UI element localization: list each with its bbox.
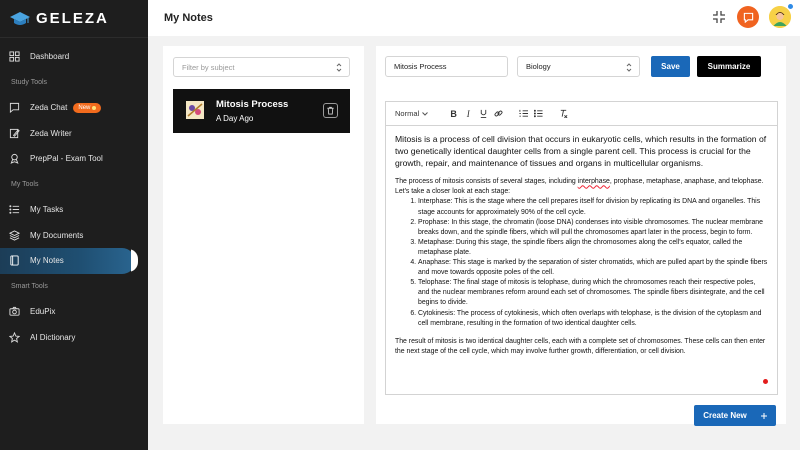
brand[interactable]: [0, 0, 148, 38]
subject-filter-select[interactable]: [173, 57, 350, 77]
list-item: 6. Cytokinesis: The process of cytokinesis, which often overlaps with telophase, is the division of the cytoplasm and cell membrane, resulting in the formation of two identical daughter cells.: [418, 309, 768, 329]
note-card[interactable]: [173, 89, 350, 133]
message-icon: [743, 12, 754, 23]
stages-text: , prophase, metaphase, anaphase, and telophase. Let's take a closer look at each stage:: [395, 178, 764, 196]
underline-icon: [479, 109, 488, 118]
create-new-label: Create New: [703, 411, 747, 420]
star-icon: [9, 332, 20, 343]
section-study-tools: Study Tools: [11, 78, 48, 86]
link-button[interactable]: [492, 107, 505, 121]
note-editor-panel: [376, 46, 786, 424]
result-paragraph: The result of mitosis is two identical daughter cells, each with a complete set of chromosomes. These cells can then enter the next stage of the cell cycle, which may involve further growth, differentiation, or cell division.: [395, 337, 766, 355]
editor-content[interactable]: [386, 126, 777, 357]
filter-placeholder: Filter by subject: [182, 62, 235, 72]
subject-value: Biology: [526, 62, 551, 71]
sidebar-item-label: My Notes: [30, 256, 64, 266]
list-item: 3. Metaphase: During this stage, the spindle fibers align the chromosomes along the cell's equator, called the metaphase plate.: [418, 238, 768, 258]
notebook-icon: [9, 255, 20, 266]
sidebar-item-zeda-chat[interactable]: [0, 95, 148, 121]
create-new-button[interactable]: [694, 405, 776, 426]
chevron-down-icon: [422, 112, 428, 116]
sidebar-item-label: Dashboard: [30, 52, 70, 62]
format-dropdown[interactable]: [395, 109, 435, 118]
award-icon: [9, 153, 20, 164]
italic-button[interactable]: [462, 107, 475, 121]
clear-format-button[interactable]: [557, 107, 570, 121]
bullet-list-button[interactable]: [532, 107, 545, 121]
plus-icon: [761, 413, 767, 419]
save-button[interactable]: Save: [651, 56, 690, 77]
sidebar-nav: [0, 38, 148, 350]
notification-dot: [787, 3, 794, 10]
notes-list-panel: [163, 46, 364, 424]
layers-icon: [9, 230, 20, 241]
format-value: Normal: [395, 109, 420, 118]
chat-button[interactable]: [737, 6, 759, 28]
bold-icon: [449, 109, 458, 118]
note-title-value: Mitosis Process: [394, 62, 447, 71]
note-time: A Day Ago: [216, 114, 254, 123]
top-actions: [711, 6, 791, 28]
svg-text:B: B: [450, 109, 457, 118]
ordered-list-button[interactable]: [517, 107, 530, 121]
sparkle-icon: [92, 106, 96, 110]
grammar-indicator[interactable]: [763, 379, 768, 384]
new-badge-label: New: [78, 104, 91, 111]
section-smart-tools: Smart Tools: [11, 282, 48, 290]
graduation-cap-icon: [10, 11, 30, 27]
list-item: 1. Interphase: This is the stage where the cell prepares itself for division by replicating its DNA and organelles. This stage accounts for approximately 90% of the cell cycle.: [418, 197, 768, 217]
list-item: 2. Prophase: In this stage, the chromatin (loose DNA) condenses into visible chromosomes. The nuclear membrane breaks down, and the spindle fibers, which will pull the chromosomes apart later in the process, begin to form.: [418, 218, 768, 238]
italic-icon: [464, 109, 473, 118]
summarize-button[interactable]: Summarize: [697, 56, 761, 77]
spellcheck-word: interphase: [577, 178, 610, 186]
clear-format-icon: [559, 109, 568, 118]
new-badge: [73, 103, 101, 113]
select-arrows-icon: [336, 62, 342, 73]
sidebar: [0, 0, 148, 450]
sidebar-item-edupix[interactable]: [0, 299, 148, 325]
sidebar-item-label: PrepPal - Exam Tool: [30, 154, 103, 164]
page-title: My Notes: [164, 12, 213, 24]
intro-paragraph: Mitosis is a process of cell division that occurs in eukaryotic cells, which results in the formation of two genetically identical daughter cells from a single parent cell. This process is crucial for the growth, repair, and maintenance of tissues and organs in multicellular organisms.: [395, 134, 767, 169]
sidebar-item-label: EduPix: [30, 307, 56, 317]
editor-toolbar: [386, 102, 777, 126]
sidebar-item-ai-dictionary[interactable]: [0, 325, 148, 351]
sidebar-item-my-tasks[interactable]: [0, 197, 148, 223]
sidebar-item-dashboard[interactable]: [0, 44, 148, 70]
bullet-list-icon: [534, 109, 543, 118]
sidebar-item-my-notes[interactable]: [0, 248, 135, 274]
sidebar-item-label: AI Dictionary: [30, 332, 76, 342]
edit-icon: [9, 128, 20, 139]
sidebar-item-zeda-writer[interactable]: [0, 121, 148, 147]
underline-button[interactable]: [477, 107, 490, 121]
list-icon: [9, 204, 20, 215]
dashboard-icon: [9, 51, 20, 62]
list-item: 4. Anaphase: This stage is marked by the separation of sister chromatids, which are pulled apart by the spindle fibers and move towards opposite poles of the cell.: [418, 258, 768, 278]
camera-icon: [9, 306, 20, 317]
rich-text-editor[interactable]: [385, 101, 778, 395]
stages-list: [395, 197, 768, 328]
note-title: Mitosis Process: [216, 99, 289, 110]
note-thumbnail-icon: [185, 100, 205, 120]
sidebar-item-label: My Tasks: [30, 205, 64, 215]
sidebar-item-preppal[interactable]: [0, 146, 148, 172]
brand-name: GELEZA: [36, 10, 109, 27]
sidebar-item-label: Zeda Chat: [30, 103, 68, 113]
subject-select[interactable]: [517, 56, 640, 77]
ordered-list-icon: [519, 109, 528, 118]
bold-button[interactable]: [447, 107, 460, 121]
note-title-input[interactable]: [385, 56, 508, 77]
top-bar: [148, 0, 800, 36]
svg-text:I: I: [466, 109, 470, 118]
stages-paragraph: [395, 177, 768, 197]
sidebar-item-label: My Documents: [30, 230, 84, 240]
chat-icon: [9, 102, 20, 113]
sidebar-item-my-documents[interactable]: [0, 223, 148, 249]
stages-text: The process of mitosis consists of several stages, including: [395, 178, 578, 186]
select-arrows-icon: [626, 62, 632, 73]
sidebar-item-label: Zeda Writer: [30, 128, 72, 138]
section-my-tools: My Tools: [11, 180, 39, 188]
collapse-icon[interactable]: [711, 9, 727, 25]
link-icon: [494, 109, 503, 118]
avatar[interactable]: [769, 6, 791, 28]
delete-note-button[interactable]: [323, 103, 338, 118]
list-item: 5. Telophase: The final stage of mitosis is telophase, during which the chromosomes reach their respective poles, and the nuclear membranes reform around each set of chromosomes. The spindle fibers disintegrate, and the cell begins to divide.: [418, 278, 768, 308]
trash-icon: [326, 106, 335, 115]
